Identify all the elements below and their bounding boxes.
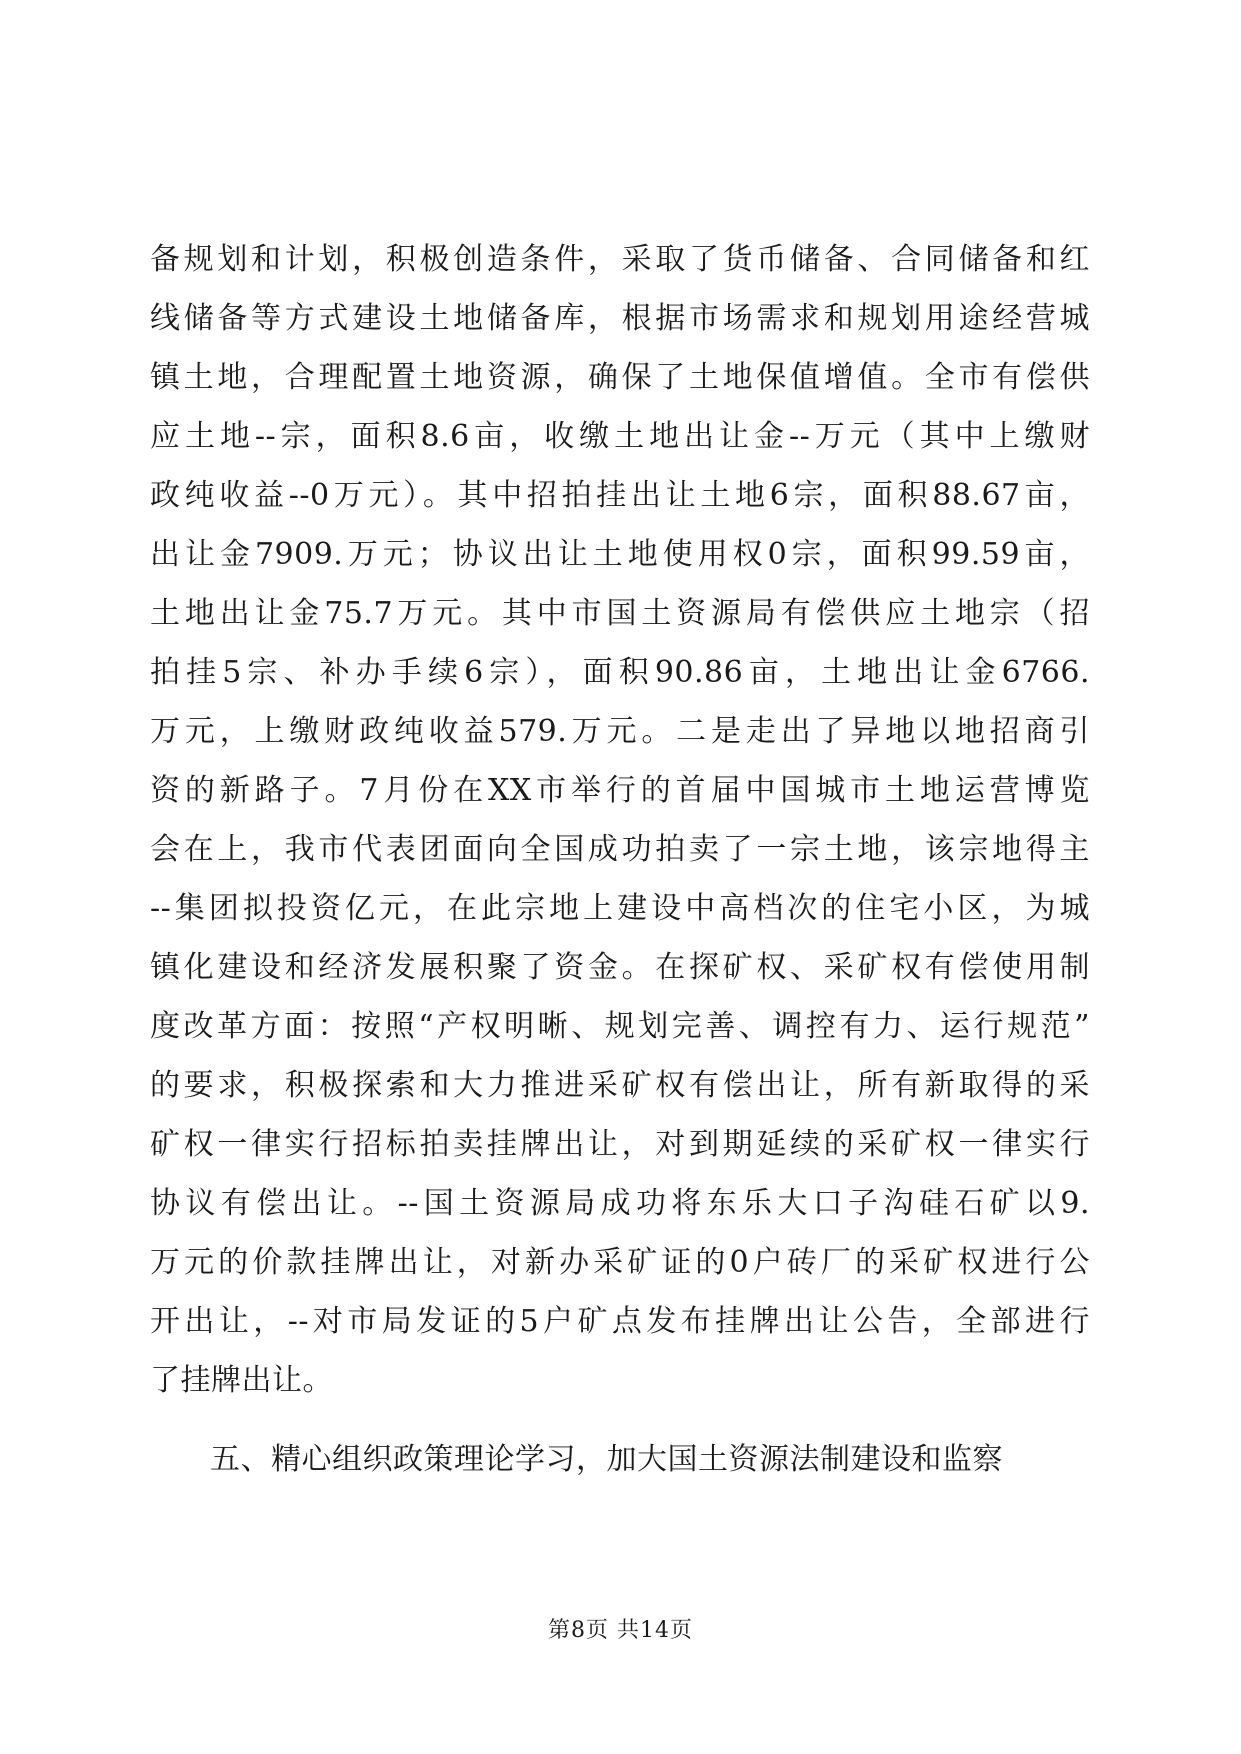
section-heading: 五、精心组织政策理论学习，加大国土资源法制建设和监察 [210,1442,1003,1477]
text-line: 备规划和计划，积极创造条件，采取了货币储备、合同储备和红 [150,242,1090,277]
text-line: 政纯收益--0万元）。其中招拍挂出让土地6宗，面积88.67亩， [150,478,1090,513]
text-line: 协议有偿出让。--国土资源局成功将东乐大口子沟硅石矿以9. [150,1186,1090,1221]
paragraph-gap [150,1410,1090,1430]
text-line: 资的新路子。7月份在XX市举行的首届中国城市土地运营博览 [150,773,1090,808]
text-line: 应土地--宗，面积8.6亩，收缴土地出让金--万元（其中上缴财 [150,419,1090,454]
text-line: 会在上，我市代表团面向全国成功拍卖了一宗土地，该宗地得主 [150,832,1090,867]
text-line: 的要求，积极探索和大力推进采矿权有偿出让，所有新取得的采 [150,1068,1090,1103]
text-line: 镇化建设和经济发展积聚了资金。在探矿权、采矿权有偿使用制 [150,950,1090,985]
text-line: 万元的价款挂牌出让，对新办采矿证的0户砖厂的采矿权进行公 [150,1245,1090,1280]
page-number-footer: 第8页 共14页 [548,1618,693,1643]
text-line: 了挂牌出让。 [150,1363,333,1398]
text-line: 拍挂5宗、补办手续6宗），面积90.86亩，土地出让金6766. [150,655,1090,690]
text-line: 万元，上缴财政纯收益579.万元。二是走出了异地以地招商引 [150,714,1090,749]
text-line: --集团拟投资亿元，在此宗地上建设中高档次的住宅小区，为城 [150,891,1090,926]
text-line: 度改革方面：按照“产权明晰、规划完善、调控有力、运行规范” [150,1009,1090,1044]
text-line: 土地出让金75.7万元。其中市国土资源局有偿供应土地宗（招 [150,596,1090,631]
text-line: 矿权一律实行招标拍卖挂牌出让，对到期延续的采矿权一律实行 [150,1127,1090,1162]
body-text [150,230,1090,1489]
text-line: 镇土地，合理配置土地资源，确保了土地保值增值。全市有偿供 [150,360,1090,395]
text-line: 开出让，--对市局发证的5户矿点发布挂牌出让公告，全部进行 [150,1304,1090,1339]
text-line: 出让金7909.万元；协议出让土地使用权0宗，面积99.59亩， [150,537,1090,572]
text-line: 线储备等方式建设土地储备库，根据市场需求和规划用途经营城 [150,301,1090,336]
